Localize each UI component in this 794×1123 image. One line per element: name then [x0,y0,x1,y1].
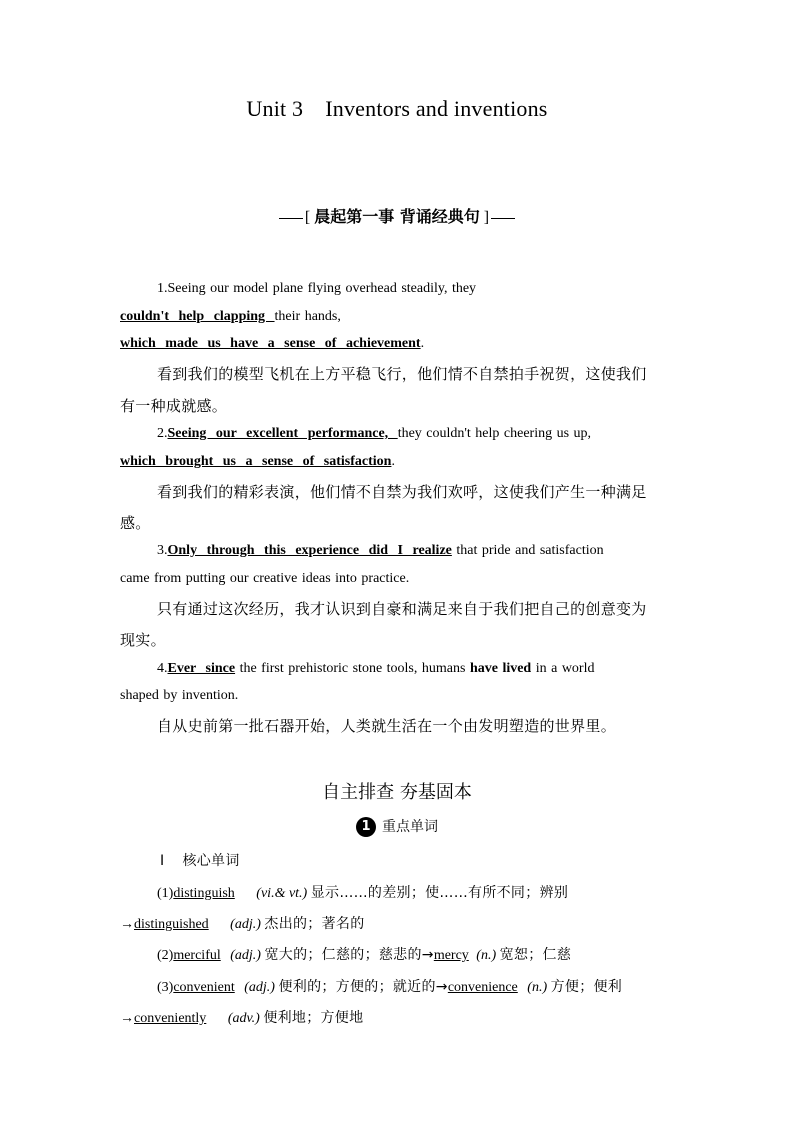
sentence-2-line-2: which brought us a sense of satisfaction. [120,454,395,469]
unit-number: Unit 3 [246,96,304,121]
unit-name: Inventors and inventions [325,96,548,121]
sentence-1-translation-1: 看到我们的模型飞机在上方平稳飞行，他们情不自禁拍手祝贺，这使我们 [157,365,647,383]
vocab-word: conveniently [134,1011,207,1026]
sentence-4-line-1: 4.Ever since the first prehistoric stone tools, humans have lived in a world [157,661,595,676]
banner-text: 晨起第一事 背诵经典句 [314,207,480,226]
sentence-1-line-2: couldn't help clapping their hands, [120,309,341,324]
vocab-item-1: (1)distinguish (vi.& vt.) 显示……的差别；使……有所不同；辨别 [157,885,569,901]
section-banner [0,204,794,227]
vocab-category-label: 核心单词 [182,853,240,869]
banner-rule-left [279,218,303,219]
sentence-3-line-1: 3.Only through this experience did I realize that pride and satisfaction [157,543,604,558]
subsection-label: 重点单词 [382,819,438,835]
key-phrase-bold: have lived [469,661,532,676]
section-title: 自主排查 夯基固本 [322,782,472,803]
vocab-word: mercy [433,948,469,963]
key-phrase: which made us have a sense of achievement [120,336,421,351]
vocab-word: merciful [173,948,221,963]
key-phrase: couldn't help clapping [120,309,275,324]
sentence-3-translation-2: 现实。 [120,631,166,649]
sentence-1-line-1: 1.Seeing our model plane flying overhead steadily, they [157,281,477,296]
key-phrase: Ever since [167,661,236,676]
sentence-3-translation-1: 只有通过这次经历，我才认识到自豪和满足来自于我们把自己的创意变为 [157,600,647,618]
key-phrase: Only through this experience did I realize [167,543,452,558]
sentence-4-translation-1: 自从史前第一批石器开始，人类就生活在一个由发明塑造的世界里。 [157,717,617,735]
vocab-item-3-derived: →conveniently (adv.) 便利地；方便地 [120,1010,364,1026]
vocab-word: convenient [173,980,235,995]
key-phrase: which brought us a sense of satisfaction [120,454,392,469]
vocab-item-3: (3)convenient (adj.) 便利的；方便的；就近的→convenience (n.) 方便；便利 [157,979,623,995]
vocab-item-2: (2)merciful (adj.) 宽大的；仁慈的；慈悲的→mercy (n.) 宽恕；仁慈 [157,947,572,963]
sentence-2-translation-1: 看到我们的精彩表演，他们情不自禁为我们欢呼，这使我们产生一种满足 [157,483,647,501]
vocab-category [160,850,240,870]
number-badge-icon: 1 [356,817,376,837]
sentence-1-translation-2: 有一种成就感。 [120,397,228,415]
sentence-2-translation-2: 感。 [120,514,151,532]
banner-bracket-right: ] [483,209,490,226]
page-title [0,96,794,122]
subsection-header [0,816,794,837]
key-phrase: Seeing our excellent performance, [167,426,398,441]
sentence-2-line-1: 2.Seeing our excellent performance, they couldn't help cheering us up, [157,426,592,441]
vocab-item-1-derived: →distinguished (adj.) 杰出的；著名的 [120,916,365,932]
sentence-4-line-2: shaped by invention. [120,688,239,703]
sentence-1-line-3: which made us have a sense of achievement. [120,336,425,351]
sentence-3-line-2: came from putting our creative ideas into practice. [120,571,410,586]
roman-numeral: Ⅰ [160,853,165,869]
vocab-word: distinguish [173,886,235,901]
banner-bracket-left: [ [304,209,311,226]
vocab-word: convenience [447,980,518,995]
banner-rule-right [491,218,515,219]
vocab-word: distinguished [134,917,209,932]
